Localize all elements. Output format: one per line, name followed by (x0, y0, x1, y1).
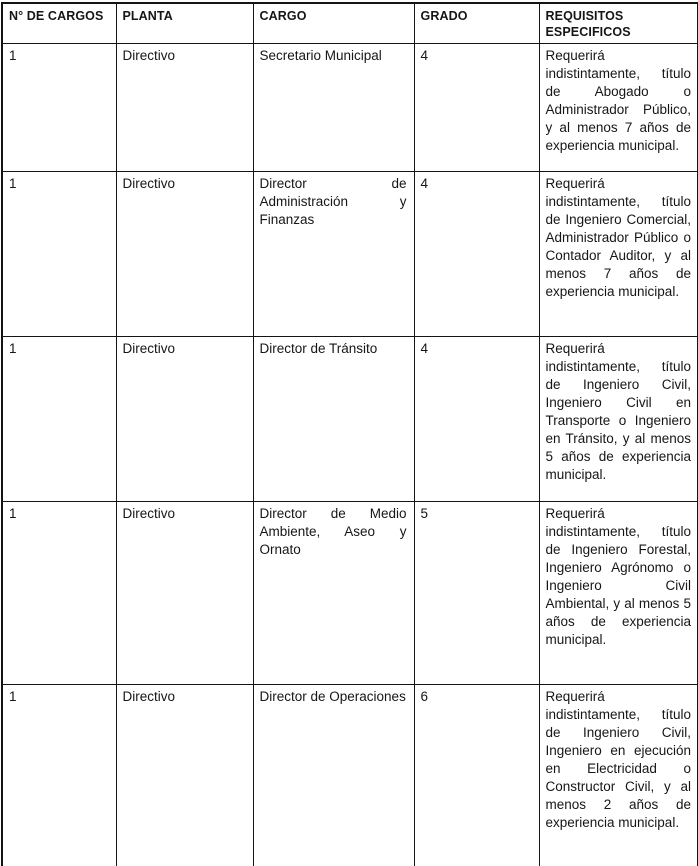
cell-n-cargos: 1 (2, 172, 116, 337)
cell-planta: Directivo (116, 172, 253, 337)
cell-grado: 4 (414, 337, 539, 502)
cell-n-cargos: 1 (2, 502, 116, 685)
table-row (2, 685, 698, 866)
header-cell-requisitos: REQUISITOS ESPECIFICOS (539, 3, 698, 44)
header-cell-planta: PLANTA (116, 3, 253, 44)
cell-requisitos: Requerirá indistintamente, título de Ingeniero Forestal, Ingeniero Agrónomo o Ingeniero Civil Ambiental, y al menos 5 años de experiencia municipal. (539, 502, 698, 685)
cell-requisitos: Requerirá indistintamente, título de Abogado o Administrador Público, y al menos 7 años de experiencia municipal. (539, 44, 698, 172)
cell-grado: 4 (414, 172, 539, 337)
cell-planta: Directivo (116, 337, 253, 502)
cell-cargo: Director de Medio Ambiente, Aseo y Ornato (253, 502, 414, 685)
cell-grado: 5 (414, 502, 539, 685)
header-cell-cargo: CARGO (253, 3, 414, 44)
cell-cargo: Director de Tránsito (253, 337, 414, 502)
table-row (2, 44, 698, 172)
table-row (2, 502, 698, 685)
cell-n-cargos: 1 (2, 337, 116, 502)
positions-table (1, 2, 698, 866)
cell-n-cargos: 1 (2, 44, 116, 172)
cell-n-cargos: 1 (2, 685, 116, 866)
header-cell-n-cargos: N° DE CARGOS (2, 3, 116, 44)
header-cell-grado: GRADO (414, 3, 539, 44)
cell-cargo: Director de Operaciones (253, 685, 414, 866)
cell-grado: 6 (414, 685, 539, 866)
header-row (2, 3, 698, 44)
cell-cargo: Secretario Municipal (253, 44, 414, 172)
cell-requisitos: Requerirá indistintamente, título de Ingeniero Comercial, Administrador Público o Contador Auditor, y al menos 7 años de experiencia municipal. (539, 172, 698, 337)
cell-planta: Directivo (116, 44, 253, 172)
table-body (2, 44, 698, 866)
cell-grado: 4 (414, 44, 539, 172)
cell-planta: Directivo (116, 502, 253, 685)
table-header (2, 3, 698, 44)
cell-requisitos: Requerirá indistintamente, título de Ingeniero Civil, Ingeniero en ejecución en Electricidad o Constructor Civil, y al menos 2 años de experiencia municipal. (539, 685, 698, 866)
table-row (2, 337, 698, 502)
cell-cargo: Director de Administración y Finanzas (253, 172, 414, 337)
cell-planta: Directivo (116, 685, 253, 866)
cell-requisitos: Requerirá indistintamente, título de Ingeniero Civil, Ingeniero Civil en Transporte o Ingeniero en Tránsito, y al menos 5 años de experiencia municipal. (539, 337, 698, 502)
table-row (2, 172, 698, 337)
